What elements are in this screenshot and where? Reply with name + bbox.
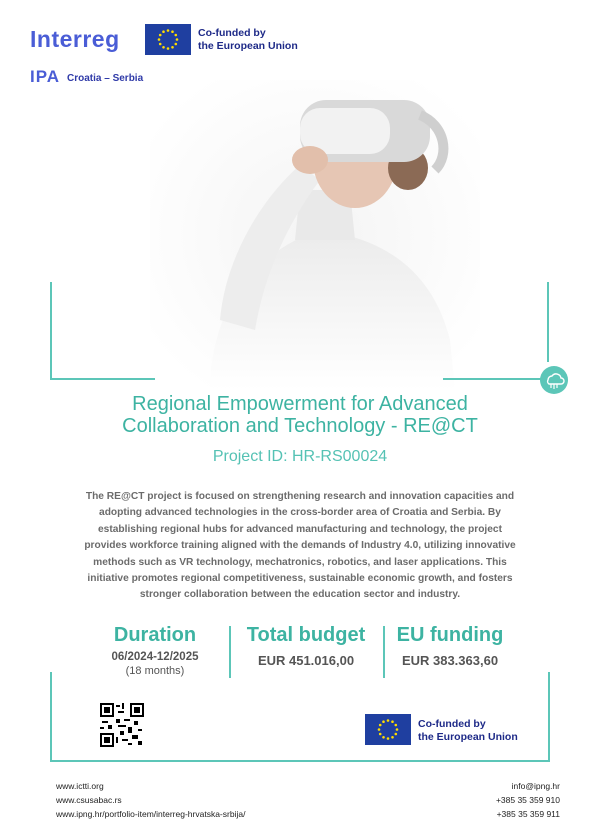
eu-star: [171, 30, 174, 33]
eu-star: [174, 43, 177, 46]
eu-star: [167, 29, 170, 32]
description-line: stronger collaboration between the education sector and industry.: [139, 589, 461, 601]
eu-star: [379, 733, 382, 736]
cofunded-line2: the European Union: [418, 731, 518, 743]
qr-code-icon: [100, 703, 144, 747]
eu-star: [174, 34, 177, 37]
description-line: initiative promotes regional competitiveness, sustainable economic growth, and fosters: [87, 573, 513, 585]
interreg-logo-text: Interreg: [30, 26, 120, 52]
eu-funding-value: EUR 383.363,60: [401, 653, 499, 668]
eu-star: [379, 724, 382, 727]
duration-label: Duration: [113, 624, 197, 646]
eu-star: [171, 46, 174, 49]
eu-flag-icon: [145, 24, 191, 55]
footer-link[interactable]: www.csusabac.rs: [56, 795, 122, 805]
project-title-line1: Regional Empowerment for Advanced: [132, 393, 468, 415]
frame-right-vertical: [547, 282, 549, 362]
eu-star: [396, 728, 399, 731]
footer-link[interactable]: www.ipng.hr/portfolio-item/interreg-hrvatska-srbija/: [56, 809, 246, 819]
footer-email[interactable]: info@ipng.hr: [511, 781, 560, 791]
cofunded-text-bottom: [418, 718, 518, 744]
eu-star: [162, 30, 165, 33]
eu-star: [391, 736, 394, 739]
cofunded-line2: the European Union: [198, 40, 298, 52]
footer-phone: +385 35 359 910: [495, 795, 560, 805]
frame-lower-right-vertical: [548, 672, 550, 762]
cloud-network-icon: [539, 365, 569, 395]
description-line: establishing regional hubs for advanced manufacturing and technology, the project: [98, 523, 502, 535]
eu-star: [162, 46, 165, 49]
eu-star: [159, 43, 162, 46]
eu-star: [159, 34, 162, 37]
frame-right-horizontal: [443, 378, 543, 380]
description-line: provides workforce training aligned with the demands of Industry 4.0, utilizing innovative: [84, 540, 516, 552]
project-description: [52, 489, 548, 604]
ipa-logo-text: IPA: [30, 67, 61, 86]
stat-duration: [88, 624, 222, 677]
eu-funding-label: EU funding: [396, 624, 504, 646]
eu-star: [382, 736, 385, 739]
eu-star: [387, 737, 390, 740]
stat-separator: [383, 626, 385, 678]
footer-right: [496, 779, 560, 821]
vr-headset-photo: [150, 80, 480, 390]
stat-eu-funding: [390, 624, 510, 668]
eu-star: [394, 733, 397, 736]
ipa-subtitle: Croatia – Serbia: [67, 73, 144, 84]
budget-label: Total budget: [246, 624, 366, 646]
frame-left-horizontal: [50, 378, 155, 380]
frame-lower-horizontal: [50, 760, 550, 762]
cofunded-text-top: [198, 27, 298, 53]
description-line: methods such as VR technology, mechatronics, robotics, and laser applications. This: [93, 556, 507, 568]
footer-link[interactable]: www.ictti.org: [56, 781, 104, 791]
eu-star: [387, 719, 390, 722]
project-id: Project ID: HR-RS00024: [212, 448, 388, 465]
duration-value: 06/2024-12/2025: [111, 651, 199, 663]
eu-star: [176, 38, 179, 41]
eu-star: [158, 38, 161, 41]
eu-star: [394, 724, 397, 727]
duration-sub: (18 months): [125, 665, 185, 677]
eu-flag-icon: [365, 714, 411, 745]
eu-star: [391, 720, 394, 723]
frame-left-vertical: [50, 282, 52, 380]
eu-star: [378, 728, 381, 731]
stat-budget: [234, 624, 378, 668]
stat-separator: [229, 626, 231, 678]
cofunded-line1: Co-funded by: [198, 27, 266, 39]
cofunded-line1: Co-funded by: [418, 718, 486, 730]
description-line: The RE@CT project is focused on strengthening research and innovation capacities and: [85, 491, 515, 502]
description-line: adopting advanced technologies in the cross-border area of Croatia and Serbia. By: [99, 507, 501, 519]
project-title: [40, 393, 560, 437]
frame-lower-left-vertical: [50, 672, 52, 762]
project-title-line2: Collaboration and Technology - RE@CT: [122, 415, 478, 437]
eu-star: [167, 47, 170, 50]
footer-phone: +385 35 359 911: [496, 809, 560, 819]
budget-value: EUR 451.016,00: [257, 653, 355, 668]
eu-star: [382, 720, 385, 723]
footer-left: [56, 779, 245, 821]
